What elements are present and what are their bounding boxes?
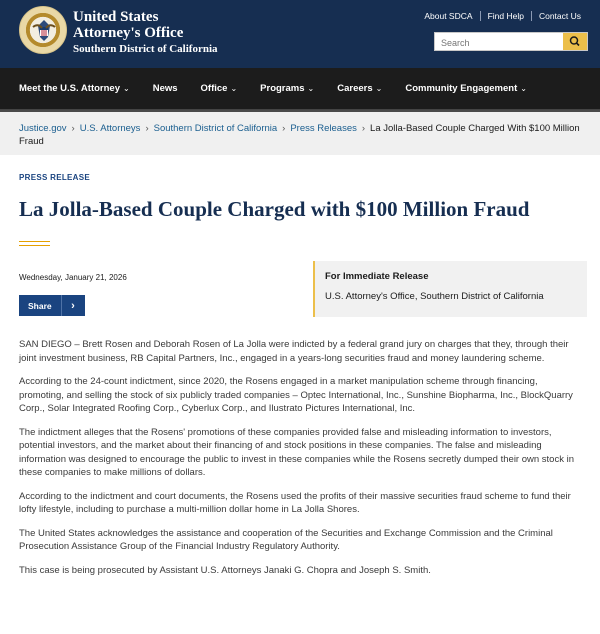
agency-name-line2: Attorney's Office — [73, 25, 184, 41]
nav-label: Programs — [260, 83, 305, 94]
nav-community-engagement[interactable] — [405, 83, 527, 94]
nav-label: Community Engagement — [405, 83, 518, 94]
nav-label: Careers — [337, 83, 373, 94]
share-button[interactable] — [19, 295, 85, 316]
breadcrumb-press-releases[interactable]: Press Releases — [290, 123, 357, 134]
title-accent-divider — [19, 241, 50, 246]
press-release-label: PRESS RELEASE — [19, 173, 91, 182]
breadcrumb-current: La Jolla-Based Couple Charged With $100 Million Fraud — [19, 123, 580, 147]
release-office: U.S. Attorney's Office, Southern District of California — [325, 291, 544, 302]
article-body — [19, 338, 585, 577]
agency-name-line1: United States — [73, 9, 159, 25]
main-nav — [0, 68, 600, 110]
nav-programs[interactable] — [260, 83, 314, 94]
search-input[interactable] — [435, 35, 563, 52]
page-title: La Jolla-Based Couple Charged with $100 Million Fraud — [19, 197, 530, 221]
find-help-link[interactable]: Find Help — [480, 11, 531, 21]
nav-meet-us-attorney[interactable] — [19, 83, 130, 94]
breadcrumb — [0, 112, 600, 155]
publish-date: Wednesday, January 21, 2026 — [19, 273, 127, 282]
breadcrumb-separator: › — [145, 123, 149, 134]
search-button[interactable] — [563, 33, 587, 50]
chevron-down-icon: ⌄ — [307, 84, 315, 93]
utility-links — [417, 11, 588, 21]
nav-label: News — [152, 83, 178, 94]
search-icon — [563, 33, 587, 50]
body-paragraph: This case is being prosecuted by Assistant U.S. Attorneys Janaki G. Chopra and Joseph S. Smith. — [19, 564, 431, 576]
chevron-down-icon: ⌄ — [123, 84, 130, 93]
article-meta — [19, 261, 581, 321]
about-link[interactable]: About SDCA — [424, 11, 473, 21]
body-paragraph: According to the indictment and court documents, the Rosens used the profits of their massive securities fraud scheme to fund their lofty lifestyle, including to purchase a multi-million dollar home in La Jolla Shores. — [19, 490, 571, 515]
contact-us-link[interactable]: Contact Us — [531, 11, 588, 21]
nav-news[interactable] — [153, 83, 178, 94]
chevron-right-icon: › — [71, 299, 75, 312]
chevron-down-icon: ⌄ — [375, 84, 383, 93]
nav-label: Office — [200, 83, 228, 94]
breadcrumb-separator: › — [361, 123, 366, 134]
nav-careers[interactable] — [337, 83, 382, 94]
chevron-down-icon: ⌄ — [230, 84, 238, 93]
body-paragraph: The United States acknowledges the assistance and cooperation of the Securities and Exchange Commission and the Criminal Prosecution Assistance Group of the Financial Industry Regulatory Authority. — [19, 527, 553, 552]
body-paragraph: SAN DIEGO – Brett Rosen and Deborah Rosen of La Jolla were indicted by a federal grand jury on charges that they, through their joint investment business, RB Capital Partners, Inc., engaged in a years-long securities fraud and money laundering scheme. — [19, 339, 569, 364]
breadcrumb-justice-gov[interactable]: Justice.gov — [19, 123, 67, 134]
breadcrumb-district[interactable]: Southern District of California — [153, 123, 278, 134]
district-name: Southern District of California — [73, 43, 218, 55]
nav-office[interactable] — [201, 83, 238, 94]
breadcrumb-us-attorneys[interactable]: U.S. Attorneys — [79, 123, 141, 134]
article-main — [0, 173, 600, 577]
breadcrumb-separator: › — [71, 123, 75, 134]
nav-label: Meet the U.S. Attorney — [19, 83, 120, 94]
share-label: Share — [19, 295, 62, 316]
body-paragraph: The indictment alleges that the Rosens' promotions of these companies provided false and misleading information to investors, potential investors, and the market about their financing of and stock positions in these companies. The false and misleading information was designed to encourage the public to invest in these companies while the Rosens secretly dumped their own stock in these companies to make millions of dollars. — [19, 426, 575, 478]
body-paragraph: According to the 24-count indictment, since 2020, the Rosens engaged in a market manipulation scheme through financing, promoting, and selling the stock of six publicly traded companies – Optec International, Inc., Sunshine Biopharma, Inc., BlockQuarry Corp., Solar Integrated Roofing Corp., Cyberlux Corp., and Ilustrato Pictures International, Inc. — [19, 376, 573, 414]
site-header — [0, 0, 600, 68]
search-box — [434, 32, 588, 51]
agency-brand[interactable] — [73, 9, 218, 56]
breadcrumb-separator: › — [282, 123, 286, 134]
chevron-down-icon: ⌄ — [520, 84, 527, 93]
release-info-box — [313, 261, 587, 317]
doj-seal-icon[interactable] — [19, 6, 67, 54]
release-type: For Immediate Release — [325, 271, 429, 282]
